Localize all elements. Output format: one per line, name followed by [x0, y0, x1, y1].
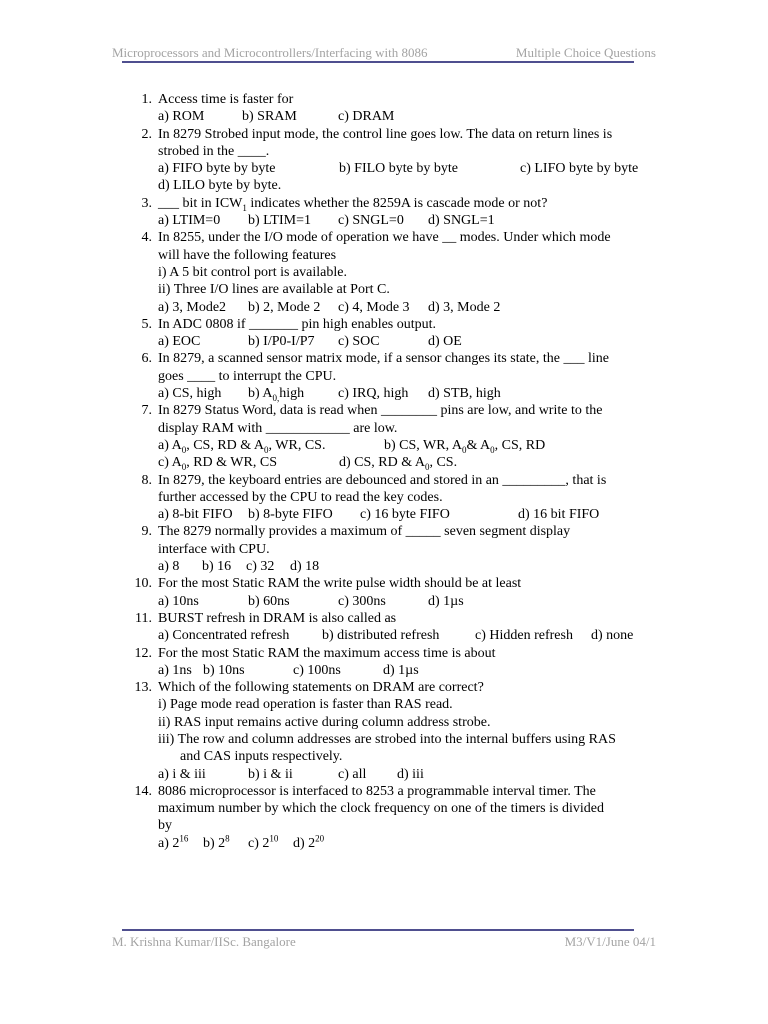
question-number: 5. — [141, 316, 152, 332]
option-b: b) SRAM — [242, 109, 297, 125]
question-options — [158, 766, 652, 783]
question-number: 8. — [141, 472, 152, 488]
question-options — [158, 662, 652, 679]
question-number: 2. — [141, 126, 152, 142]
question-options — [158, 212, 652, 229]
option-d: d) 18 — [290, 559, 320, 575]
question-7 — [132, 402, 652, 471]
option-b: b) CS, WR, $A_0\&$ $A_0$, CS, RD — [384, 437, 546, 455]
question-text: by — [158, 818, 172, 834]
question-text: In 8255, under the I/O mode of operation we have __ modes. Under which mode — [158, 230, 611, 246]
option-a: a) $2^{16}$ — [158, 833, 189, 851]
option-d: d) LILO byte by byte. — [158, 178, 282, 194]
option-a: a) FIFO byte by byte — [158, 161, 276, 177]
question-text: The 8279 normally provides a maximum of _____ seven segment display — [158, 524, 571, 540]
question-12 — [132, 645, 652, 680]
question-number: 11. — [135, 610, 152, 626]
question-options — [158, 558, 652, 575]
question-9 — [132, 523, 652, 575]
option-b: b) 16 — [202, 559, 232, 575]
option-a: a) 3, Mode2 — [158, 299, 227, 315]
question-number: 6. — [141, 351, 152, 367]
question-text: iii) The row and column addresses are strobed into the internal buffers using RAS — [158, 731, 616, 747]
question-options — [158, 108, 652, 125]
option-d: d) CS, RD & $A_0$, CS. — [339, 455, 458, 473]
option-b: b) 60ns — [248, 593, 290, 609]
question-options — [158, 835, 652, 852]
option-b: b) distributed refresh — [322, 628, 440, 644]
question-number: 10. — [134, 576, 152, 592]
question-options — [158, 385, 652, 402]
question-1 — [132, 91, 652, 126]
option-a: a) 10ns — [158, 593, 199, 609]
question-text: Which of the following statements on DRAM are correct? — [158, 680, 484, 696]
question-text: In 8279, the keyboard entries are debounced and stored in an _________, that is — [158, 472, 607, 488]
option-d: d) 16 bit FIFO — [518, 507, 600, 523]
question-13 — [132, 679, 652, 783]
question-14 — [132, 783, 652, 852]
option-a: a) Concentrated refresh — [158, 628, 290, 644]
question-options — [158, 454, 652, 471]
option-a: a) LTIM=0 — [158, 213, 221, 229]
question-6 — [132, 350, 652, 402]
question-text: 8086 microprocessor is interfaced to 8253 a programmable interval timer. The — [158, 783, 596, 799]
option-d: d) iii — [397, 766, 424, 782]
question-options — [158, 160, 652, 177]
question-10 — [132, 575, 652, 610]
question-11 — [132, 610, 652, 645]
option-a: a) 8-bit FIFO — [158, 507, 233, 523]
question-text: ii) Three I/O lines are available at Port C. — [158, 282, 390, 298]
question-number: 12. — [134, 645, 152, 661]
footer-page-ref: M3/V1/June 04/1 — [564, 934, 656, 949]
option-a: a) CS, high — [158, 386, 222, 402]
option-a: a) ROM — [158, 109, 205, 125]
question-text: BURST refresh in DRAM is also called as — [158, 610, 397, 626]
question-number: 9. — [141, 524, 152, 540]
option-c: c) 100ns — [293, 662, 341, 678]
page-footer — [112, 934, 656, 950]
question-number: 4. — [141, 230, 152, 246]
question-text: ___ bit in $ICW_1$ indicates whether the 8259A is cascade mode or not? — [158, 195, 548, 213]
option-d: d) STB, high — [428, 386, 501, 402]
question-options — [158, 333, 652, 350]
question-text: maximum number by which the clock frequency on one of the timers is divided — [158, 801, 604, 817]
option-d: d) 1µs — [383, 662, 419, 678]
question-options — [158, 593, 652, 610]
option-d: d) $2^{20}$ — [293, 833, 325, 851]
option-c: c) 16 byte FIFO — [360, 507, 450, 523]
question-3 — [132, 195, 652, 230]
question-text: goes ____ to interrupt the CPU. — [158, 368, 337, 384]
page-header — [112, 45, 656, 61]
option-b: b) i & ii — [248, 766, 293, 782]
question-text: In 8279 Status Word, data is read when ________ pins are low, and write to the — [158, 403, 603, 419]
question-number: 14. — [134, 783, 152, 799]
question-options — [158, 437, 652, 454]
question-number: 13. — [134, 680, 152, 696]
option-b: b) LTIM=1 — [248, 213, 311, 229]
option-c: c) IRQ, high — [338, 386, 409, 402]
question-5 — [132, 316, 652, 351]
question-text: i) Page mode read operation is faster than RAS read. — [158, 697, 453, 713]
question-number: 3. — [141, 195, 152, 211]
question-options — [158, 299, 652, 316]
question-text: Access time is faster for — [158, 92, 294, 107]
header-rule — [122, 61, 634, 63]
option-c: c) Hidden refresh — [475, 628, 573, 644]
option-c: c) DRAM — [338, 109, 395, 125]
question-text: In 8279 Strobed input mode, the control line goes low. The data on return lines is — [158, 126, 613, 142]
option-b: b) I/P0-I/P7 — [248, 334, 315, 350]
question-text: will have the following features — [158, 247, 337, 263]
question-number: 1. — [141, 92, 152, 107]
option-d: d) SNGL=1 — [428, 213, 495, 229]
option-c: c) SOC — [338, 334, 380, 350]
question-text: strobed in the ____. — [158, 143, 270, 159]
option-d: d) 3, Mode 2 — [428, 299, 501, 315]
option-c: c) 4, Mode 3 — [338, 299, 410, 315]
option-d: d) OE — [428, 334, 462, 350]
option-c: c) 300ns — [338, 593, 386, 609]
question-text: further accessed by the CPU to read the key codes. — [158, 489, 443, 505]
option-d: d) 1µs — [428, 593, 464, 609]
option-b: b) 2, Mode 2 — [248, 299, 321, 315]
option-c: c) all — [338, 766, 367, 782]
option-b: b) $A_{0,}high$ — [248, 386, 305, 403]
option-c: c) $A_0$, RD & WR, CS — [158, 455, 277, 473]
question-text: i) A 5 bit control port is available. — [158, 264, 347, 280]
option-b: b) 8-byte FIFO — [248, 507, 333, 523]
question-text: For the most Static RAM the write pulse width should be at least — [158, 576, 522, 592]
option-b: b) $2^8$ — [203, 833, 230, 851]
option-b: b) 10ns — [203, 662, 245, 678]
footer-author: M. Krishna Kumar/IISc. Bangalore — [112, 934, 296, 949]
option-a: a) $A_0$, CS, RD & $A_0$, WR, CS. — [158, 437, 326, 455]
header-section-title: Multiple Choice Questions — [515, 45, 656, 60]
question-text: In ADC 0808 if _______ pin high enables output. — [158, 316, 437, 332]
option-c: c) LIFO byte by byte — [520, 161, 639, 177]
question-list — [132, 91, 652, 852]
option-a: a) 8 — [158, 559, 180, 575]
option-c: c) 32 — [246, 559, 275, 575]
option-a: a) EOC — [158, 334, 201, 350]
option-c: c) $2^{10}$ — [248, 833, 279, 851]
question-options — [158, 627, 652, 644]
question-8 — [132, 472, 652, 524]
option-c: c) SNGL=0 — [338, 213, 404, 229]
question-options — [158, 506, 652, 523]
question-text: ii) RAS input remains active during column address strobe. — [158, 714, 491, 730]
header-course-title: Microprocessors and Microcontrollers/Interfacing with 8086 — [112, 45, 428, 60]
option-a: a) 1ns — [158, 662, 192, 678]
footer-rule — [122, 929, 634, 931]
option-a: a) i & iii — [158, 766, 206, 782]
question-text: For the most Static RAM the maximum access time is about — [158, 645, 496, 661]
question-2 — [132, 126, 652, 195]
question-text: display RAM with ____________ are low. — [158, 420, 398, 436]
question-text: and CAS inputs respectively. — [180, 749, 343, 765]
question-text: interface with CPU. — [158, 541, 270, 557]
question-number: 7. — [141, 403, 152, 419]
option-d: d) none — [591, 628, 634, 644]
option-b: b) FILO byte by byte — [339, 161, 458, 177]
question-text: In 8279, a scanned sensor matrix mode, if a sensor changes its state, the ___ line — [158, 351, 609, 367]
question-4 — [132, 229, 652, 315]
